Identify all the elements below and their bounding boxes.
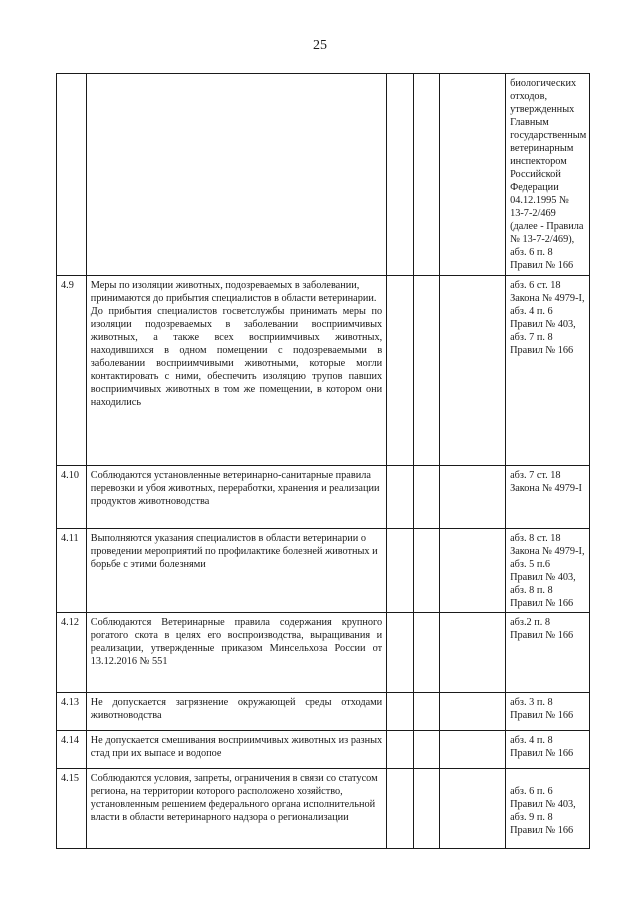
not-applicable-cell <box>440 693 506 731</box>
table-row <box>57 613 590 693</box>
requirement-paragraph: Выполняются указания специалистов в области ветеринарии о проведении мероприятий по профилактике болезней животных и борьбе с этими болезнями <box>90 533 378 570</box>
answer-no-cell <box>413 466 440 529</box>
requirement-text <box>86 693 386 731</box>
requirement-text <box>86 529 386 613</box>
not-applicable-cell <box>440 466 506 529</box>
table-row <box>57 693 590 731</box>
answer-yes-cell <box>387 613 414 693</box>
answer-yes-cell <box>387 529 414 613</box>
not-applicable-cell <box>440 529 506 613</box>
answer-no-cell <box>413 693 440 731</box>
requirement-text <box>86 731 386 769</box>
requirements-table <box>56 73 590 849</box>
answer-yes-cell <box>387 276 414 466</box>
not-applicable-cell <box>440 613 506 693</box>
row-number: 4.12 <box>57 613 87 693</box>
not-applicable-cell <box>440 74 506 276</box>
legal-reference: абз. 4 п. 8 Правил № 166 <box>506 731 590 769</box>
answer-yes-cell <box>387 466 414 529</box>
row-number <box>57 74 87 276</box>
answer-yes-cell <box>387 769 414 849</box>
row-number: 4.11 <box>57 529 87 613</box>
answer-yes-cell <box>387 731 414 769</box>
answer-yes-cell <box>387 74 414 276</box>
requirement-paragraph: Не допускается загрязнение окружающей среды отходами животноводства <box>90 697 383 721</box>
requirement-text <box>86 466 386 529</box>
legal-reference: абз.2 п. 8 Правил № 166 <box>506 613 590 693</box>
legal-reference: биологических отходов, утвержденных Главным государственным ветеринарным инспектором Российской Федерации 04.12.1995 № 13-7-2/469 (далее - Правила № 13-7-2/469), абз. 6 п. 8 Правил № 166 <box>506 74 590 276</box>
page-number: 25 <box>313 38 327 53</box>
row-number: 4.13 <box>57 693 87 731</box>
answer-no-cell <box>413 74 440 276</box>
legal-reference: абз. 6 ст. 18 Закона № 4979-I, абз. 4 п. 6 Правил № 403, абз. 7 п. 8 Правил № 166 <box>506 276 590 466</box>
requirement-text <box>86 613 386 693</box>
answer-no-cell <box>413 769 440 849</box>
answer-no-cell <box>413 731 440 769</box>
requirement-paragraph: Соблюдаются условия, запреты, ограничения в связи со статусом региона, на территории которого расположено хозяйство, установленным решением федерального органа исполнительной власти в области ветеринарного надзора о регионализации <box>90 773 378 823</box>
legal-reference: абз. 6 п. 6 Правил № 403, абз. 9 п. 8 Правил № 166 <box>506 769 590 849</box>
table-row <box>57 769 590 849</box>
row-number: 4.9 <box>57 276 87 466</box>
table-row <box>57 529 590 613</box>
requirement-paragraph: Соблюдаются установленные ветеринарно-санитарные правила перевозки и убоя животных, переработки, хранения и реализации продуктов животноводства <box>90 470 380 507</box>
legal-reference: абз. 8 ст. 18 Закона № 4979-I, абз. 5 п.6 Правил № 403, абз. 8 п. 8 Правил № 166 <box>506 529 590 613</box>
legal-reference: абз. 7 ст. 18 Закона № 4979-I <box>506 466 590 529</box>
answer-no-cell <box>413 529 440 613</box>
legal-reference: абз. 3 п. 8 Правил № 166 <box>506 693 590 731</box>
not-applicable-cell <box>440 276 506 466</box>
requirement-text <box>86 276 386 466</box>
requirement-paragraph: До прибытия специалистов госветслужбы принимать меры по изоляции подозреваемых в заболевании восприимчивых животных, а также всех восприимчивых животных, находившихся в одном помещении с подозреваемыми в заболевании восприимчивыми животными, которые могли контактировать с ними, обеспечить изоляцию трупов павших восприимчивых животных в том же помещении, в котором они находились <box>90 306 383 408</box>
requirement-text <box>86 769 386 849</box>
table-row <box>57 466 590 529</box>
requirement-text <box>86 74 386 276</box>
answer-yes-cell <box>387 693 414 731</box>
table-row <box>57 731 590 769</box>
requirement-paragraph: Меры по изоляции животных, подозреваемых в заболевании, принимаются до прибытия специалистов в области ветеринарии. <box>90 280 377 304</box>
row-number: 4.15 <box>57 769 87 849</box>
not-applicable-cell <box>440 731 506 769</box>
requirement-paragraph: Не допускается смешивания восприимчивых животных из разных стад при их выпасе и водопое <box>90 735 383 759</box>
row-number: 4.10 <box>57 466 87 529</box>
answer-no-cell <box>413 613 440 693</box>
table-row <box>57 276 590 466</box>
row-number: 4.14 <box>57 731 87 769</box>
answer-no-cell <box>413 276 440 466</box>
table-row <box>57 74 590 276</box>
not-applicable-cell <box>440 769 506 849</box>
requirement-paragraph: Соблюдаются Ветеринарные правила содержания крупного рогатого скота в целях его воспроизводства, выращивания и реализации, утвержденные приказом Минсельхоза России от 13.12.2016 № 551 <box>90 617 383 667</box>
